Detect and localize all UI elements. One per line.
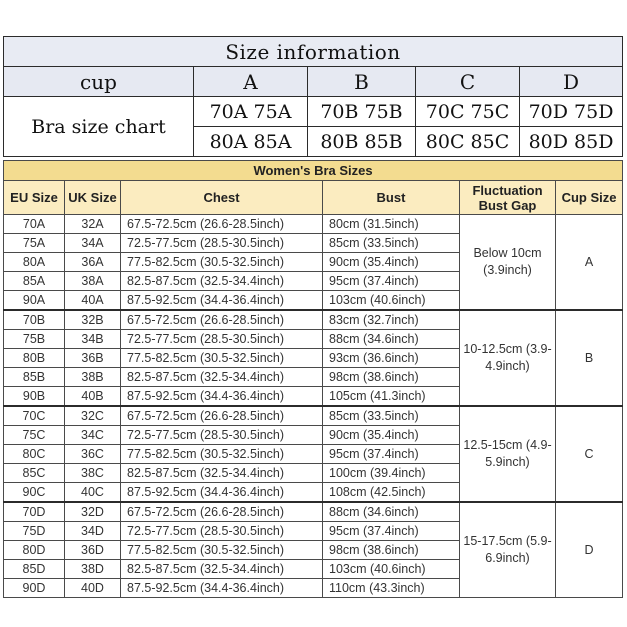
uk-size-cell: 36D <box>65 541 121 560</box>
uk-size-cell: 38D <box>65 560 121 579</box>
uk-size-cell: 40D <box>65 579 121 598</box>
eu-size-cell: 90C <box>4 483 65 503</box>
uk-size-cell: 34B <box>65 330 121 349</box>
fluctuation-cell: 12.5-15cm (4.9-5.9inch) <box>460 406 556 502</box>
uk-size-cell: 32B <box>65 310 121 330</box>
eu-size-cell: 80A <box>4 253 65 272</box>
cup-c-header: C <box>416 67 520 97</box>
size-cell: 70D 75D <box>520 97 623 127</box>
eu-size-cell: 85B <box>4 368 65 387</box>
cup-size-cell: D <box>556 502 623 598</box>
fluctuation-header: Fluctuation Bust Gap <box>460 181 556 215</box>
uk-size-cell: 32A <box>65 215 121 234</box>
chest-cell: 82.5-87.5cm (32.5-34.4inch) <box>121 560 323 579</box>
chest-cell: 67.5-72.5cm (26.6-28.5inch) <box>121 406 323 426</box>
uk-size-cell: 34C <box>65 426 121 445</box>
bust-cell: 83cm (32.7inch) <box>323 310 460 330</box>
cup-d-header: D <box>520 67 623 97</box>
eu-size-cell: 75C <box>4 426 65 445</box>
uk-size-cell: 34A <box>65 234 121 253</box>
chest-cell: 77.5-82.5cm (30.5-32.5inch) <box>121 253 323 272</box>
chest-cell: 72.5-77.5cm (28.5-30.5inch) <box>121 234 323 253</box>
eu-size-cell: 80C <box>4 445 65 464</box>
size-information-table <box>3 36 623 157</box>
chest-header: Chest <box>121 181 323 215</box>
uk-size-cell: 38A <box>65 272 121 291</box>
eu-size-cell: 85A <box>4 272 65 291</box>
bust-cell: 98cm (38.6inch) <box>323 368 460 387</box>
chest-cell: 67.5-72.5cm (26.6-28.5inch) <box>121 502 323 522</box>
uk-size-cell: 40A <box>65 291 121 311</box>
table-row <box>4 502 623 522</box>
chest-cell: 87.5-92.5cm (34.4-36.4inch) <box>121 291 323 311</box>
size-cell: 70C 75C <box>416 97 520 127</box>
cup-b-header: B <box>308 67 416 97</box>
cup-size-cell: B <box>556 310 623 406</box>
bust-cell: 98cm (38.6inch) <box>323 541 460 560</box>
uk-size-cell: 38C <box>65 464 121 483</box>
eu-size-cell: 75B <box>4 330 65 349</box>
uk-size-cell: 36A <box>65 253 121 272</box>
cup-label: cup <box>4 67 194 97</box>
uk-size-cell: 40B <box>65 387 121 407</box>
bust-cell: 95cm (37.4inch) <box>323 272 460 291</box>
chest-cell: 67.5-72.5cm (26.6-28.5inch) <box>121 310 323 330</box>
uk-size-header: UK Size <box>65 181 121 215</box>
chest-cell: 72.5-77.5cm (28.5-30.5inch) <box>121 330 323 349</box>
chest-cell: 67.5-72.5cm (26.6-28.5inch) <box>121 215 323 234</box>
eu-size-cell: 85C <box>4 464 65 483</box>
chest-cell: 72.5-77.5cm (28.5-30.5inch) <box>121 522 323 541</box>
bust-cell: 103cm (40.6inch) <box>323 291 460 311</box>
table-row <box>4 406 623 426</box>
eu-size-cell: 70D <box>4 502 65 522</box>
fluctuation-cell: Below 10cm (3.9inch) <box>460 215 556 311</box>
bust-cell: 100cm (39.4inch) <box>323 464 460 483</box>
eu-size-cell: 80D <box>4 541 65 560</box>
uk-size-cell: 34D <box>65 522 121 541</box>
uk-size-cell: 40C <box>65 483 121 503</box>
bust-cell: 95cm (37.4inch) <box>323 522 460 541</box>
eu-size-cell: 70A <box>4 215 65 234</box>
size-cell: 80D 85D <box>520 127 623 157</box>
chest-cell: 82.5-87.5cm (32.5-34.4inch) <box>121 272 323 291</box>
chest-cell: 82.5-87.5cm (32.5-34.4inch) <box>121 368 323 387</box>
eu-size-cell: 70C <box>4 406 65 426</box>
size-cell: 80C 85C <box>416 127 520 157</box>
bust-cell: 105cm (41.3inch) <box>323 387 460 407</box>
table-row <box>4 310 623 330</box>
chest-cell: 87.5-92.5cm (34.4-36.4inch) <box>121 579 323 598</box>
chest-cell: 77.5-82.5cm (30.5-32.5inch) <box>121 445 323 464</box>
bra-size-chart-label: Bra size chart <box>4 97 194 157</box>
uk-size-cell: 32C <box>65 406 121 426</box>
bra-table-title: Women's Bra Sizes <box>4 161 623 181</box>
chest-cell: 72.5-77.5cm (28.5-30.5inch) <box>121 426 323 445</box>
fluctuation-cell: 10-12.5cm (3.9-4.9inch) <box>460 310 556 406</box>
eu-size-cell: 75A <box>4 234 65 253</box>
bust-cell: 103cm (40.6inch) <box>323 560 460 579</box>
bust-cell: 93cm (36.6inch) <box>323 349 460 368</box>
size-cell: 70B 75B <box>308 97 416 127</box>
eu-size-cell: 75D <box>4 522 65 541</box>
bust-cell: 88cm (34.6inch) <box>323 330 460 349</box>
bust-cell: 108cm (42.5inch) <box>323 483 460 503</box>
eu-size-cell: 90B <box>4 387 65 407</box>
uk-size-cell: 36B <box>65 349 121 368</box>
eu-size-cell: 85D <box>4 560 65 579</box>
size-cell: 70A 75A <box>194 97 308 127</box>
uk-size-cell: 36C <box>65 445 121 464</box>
chest-cell: 77.5-82.5cm (30.5-32.5inch) <box>121 541 323 560</box>
womens-bra-sizes-table <box>3 160 623 598</box>
bust-cell: 85cm (33.5inch) <box>323 234 460 253</box>
size-information-title: Size information <box>4 37 623 67</box>
cup-size-cell: C <box>556 406 623 502</box>
bust-cell: 80cm (31.5inch) <box>323 215 460 234</box>
bust-cell: 85cm (33.5inch) <box>323 406 460 426</box>
size-cell: 80B 85B <box>308 127 416 157</box>
cup-a-header: A <box>194 67 308 97</box>
uk-size-cell: 32D <box>65 502 121 522</box>
table-row <box>4 215 623 234</box>
chest-cell: 82.5-87.5cm (32.5-34.4inch) <box>121 464 323 483</box>
bust-cell: 88cm (34.6inch) <box>323 502 460 522</box>
chest-cell: 87.5-92.5cm (34.4-36.4inch) <box>121 483 323 503</box>
uk-size-cell: 38B <box>65 368 121 387</box>
bust-cell: 90cm (35.4inch) <box>323 426 460 445</box>
bust-cell: 90cm (35.4inch) <box>323 253 460 272</box>
cup-size-cell: A <box>556 215 623 311</box>
eu-size-cell: 70B <box>4 310 65 330</box>
bust-header: Bust <box>323 181 460 215</box>
cup-size-header: Cup Size <box>556 181 623 215</box>
eu-size-cell: 90A <box>4 291 65 311</box>
chest-cell: 87.5-92.5cm (34.4-36.4inch) <box>121 387 323 407</box>
size-cell: 80A 85A <box>194 127 308 157</box>
chest-cell: 77.5-82.5cm (30.5-32.5inch) <box>121 349 323 368</box>
bust-cell: 110cm (43.3inch) <box>323 579 460 598</box>
bust-cell: 95cm (37.4inch) <box>323 445 460 464</box>
eu-size-header: EU Size <box>4 181 65 215</box>
fluctuation-cell: 15-17.5cm (5.9-6.9inch) <box>460 502 556 598</box>
eu-size-cell: 80B <box>4 349 65 368</box>
eu-size-cell: 90D <box>4 579 65 598</box>
bra-table-body <box>4 215 623 598</box>
